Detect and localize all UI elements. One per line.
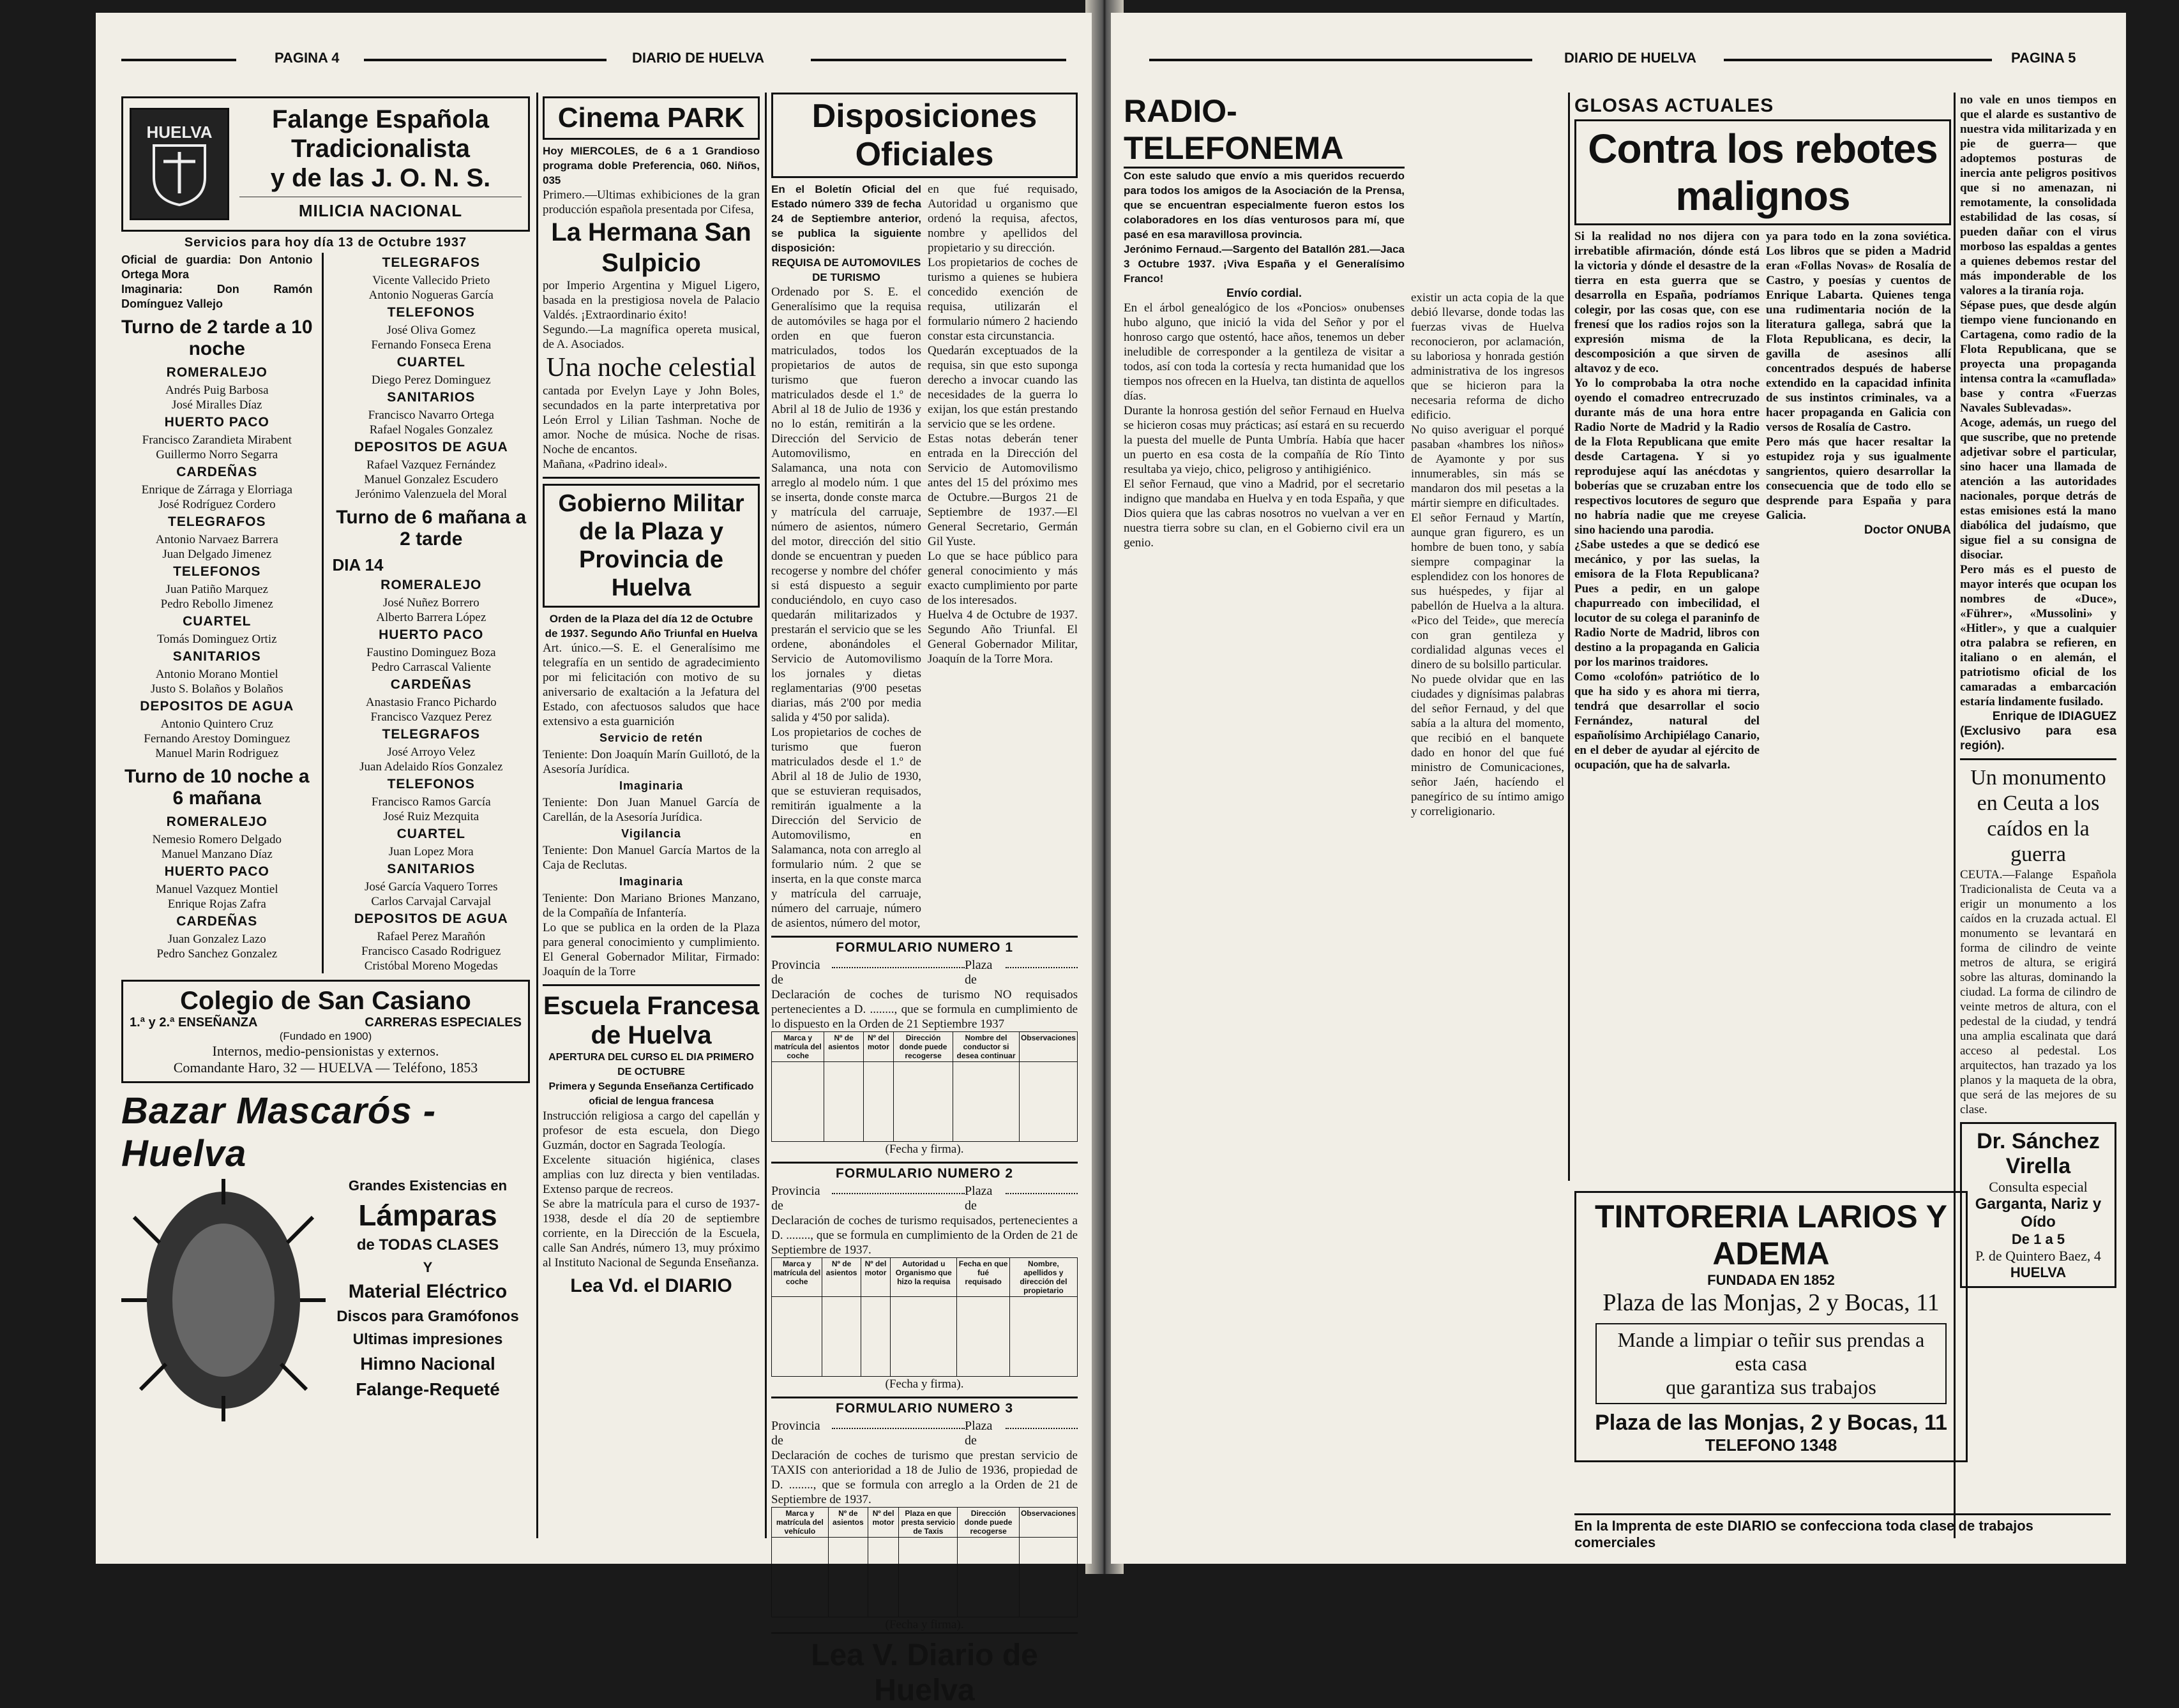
bazar-line: de TODAS CLASES [356, 1236, 499, 1254]
shield-icon [151, 142, 208, 206]
doctor-line-1: Consulta especial [1989, 1179, 2088, 1195]
bazar-line: Discos para Gramófonos [336, 1308, 519, 1325]
escuela-p2: Excelente situación higiénica, clases amplias con luz directa y bien ventiladas. Extenso parque de recreos. [543, 1153, 760, 1196]
formulario-cell [1009, 1297, 1077, 1377]
doctor-name: Dr. Sánchez Virella [1977, 1129, 2100, 1178]
colegio-founded: (Fundado en 1900) [279, 1030, 372, 1042]
unit-member: Antonio Nogueras García [368, 288, 494, 302]
radio-p4: El señor Fernaud y Martín, aunque gran figurero, es un hombre de buen tono, y sabía siempre compaginar la esplendidez con los honores de sus huéspedes, y fijar al pabellón de Huelva a la altura. «Pico del Teide», que merecía con gran gentileza y cordialidad algunas veces el dinero de su bolsillo particular. [1411, 511, 1564, 671]
unit-member: Juan Lopez Mora [388, 845, 474, 858]
formulario-cell [894, 1062, 953, 1142]
formulario-column-header: Dirección donde puede recogerse [894, 1032, 953, 1062]
formulario-column-header: Nº del motor [861, 1258, 890, 1297]
provincia-blank [832, 1419, 965, 1429]
imprenta-footer: En la Imprenta de este DIARIO se confecciona toda clase de trabajos comerciales [1574, 1513, 2111, 1551]
radio-p2: Jerónimo Fernaud.—Sargento del Batallón 281.—Jaca 3 Octubre 1937. ¡Viva España y el Generalísimo Franco! [1124, 243, 1405, 285]
shift-2-day: DIA 14 [332, 555, 384, 574]
lamp-ornament-icon [121, 1179, 326, 1421]
formulario-table [771, 1257, 1078, 1377]
colegio-title: Colegio de San Casiano [180, 987, 471, 1015]
formulario-title: FORMULARIO NUMERO 2 [836, 1166, 1013, 1181]
cinema-p2: por Imperio Argentina y Miguel Ligero, basada en la prestigiosa novela de Palacio Valdés. ¡Extraordinario éxito! [543, 279, 760, 322]
formulario-cell [1019, 1062, 1077, 1142]
escuela-p3: Se abre la matrícula para el curso de 1937-1938, desde el día 20 de septiembre corriente, en la Dirección de la Escuela, calle San Andrés, número 13, muy próximo al Instituto Nacional de Segunda Enseñanza. [543, 1197, 760, 1270]
unit-member: José Miralles Díaz [172, 398, 262, 412]
disp-p4: Los propietarios de coches de turismo a quienes se hubiera concedido exención de requisa, utilizarán el formulario número 2 haciendo constar esta circunstancia. [928, 256, 1078, 343]
glosas-p2: Yo lo comprobaba la otra noche oyendo el comadreo entrecruzado durante más de una hora entre Radio Norte de Madrid y la Radio de la Flota Republicana que emite desde Cartagena. Y si yo reprodujese aquí las anécdotas y boberías que se cruzaban entre los respectivos locutores de seguro que no habría nadie que me creyese sino haciendo una parodia. [1574, 377, 1760, 537]
unit-member: Enrique de Zárraga y Elorriaga [141, 483, 292, 497]
escuela-sub: APERTURA DEL CURSO EL DIA PRIMERO DE OCTUBRE [548, 1052, 754, 1077]
cinema-p5: Mañana, «Padrino ideal». [543, 458, 668, 471]
formulario-table [771, 1031, 1078, 1142]
unit-member: Pedro Rebollo Jimenez [160, 597, 273, 611]
falange-column [121, 93, 530, 1538]
colegio-right: CARRERAS ESPECIALES [365, 1015, 522, 1030]
formulario-cell [822, 1297, 861, 1377]
unit-member: Enrique Rojas Zafra [167, 897, 266, 911]
unit-heading: SANITARIOS [387, 390, 476, 405]
glosas-headline: Contra los rebotes malignos [1574, 119, 1951, 225]
tintoreria-address: Plaza de las Monjas, 2 y Bocas, 11 [1602, 1289, 1940, 1316]
left-page [96, 13, 1092, 1707]
bazar-line: Falange-Requeté [356, 1379, 500, 1399]
formulario-table [771, 1507, 1078, 1617]
formulario-cell [958, 1538, 1020, 1617]
unit-heading: SANITARIOS [387, 862, 476, 876]
disp-p3: en que fué requisado, Autoridad u organismo que ordenó la requisa, afectos, nombre y apellidos del propietario y su dirección. [928, 183, 1078, 255]
page-number: PAGINA 5 [2011, 50, 2076, 66]
unit-member: Nemesio Romero Delgado [152, 833, 282, 846]
formulario-cell [868, 1538, 898, 1617]
formulario-column-header: Marca y matrícula del vehículo [772, 1508, 829, 1538]
unit-member: Diego Perez Dominguez [371, 373, 491, 387]
unit-member: Carlos Carvajal Carvajal [371, 895, 492, 908]
formulario-cell [772, 1062, 824, 1142]
tintoreria-slogan-1: Mande a limpiar o teñir sus prendas a esta casa [1617, 1328, 1925, 1375]
unit-member: José García Vaquero Torres [365, 880, 498, 894]
formulario-column-header: Nombre, apellidos y dirección del propietario [1009, 1258, 1077, 1297]
bazar-line: Material Eléctrico [348, 1281, 508, 1302]
unit-member: Manuel Gonzalez Escudero [364, 473, 499, 486]
unit-member: Cristóbal Moreno Mogedas [364, 959, 498, 973]
doctor-address: P. de Quintero Baez, 4 [1975, 1248, 2101, 1264]
colegio-line: Internos, medio-pensionistas y externos. [212, 1043, 439, 1059]
unit-heading: TELEGRAFOS [382, 255, 481, 270]
unit-heading: CARDEÑAS [176, 914, 258, 929]
unit-member: Pedro Carrascal Valiente [371, 661, 491, 674]
plaza-label: Plaza de [965, 958, 993, 987]
falange-crest [130, 108, 229, 220]
provincia-label: Provincia de [771, 1184, 820, 1213]
doctor-line-2: Garganta, Nariz y Oído [1975, 1195, 2102, 1231]
plaza-blank [1006, 958, 1078, 968]
radio-p1: Con este saludo que envío a mis queridos recuerdo para todos los amigos de la Asociación de la Prensa, que se encuentran especialmente fueron estos los colaboradores en los días venturosos para mí, que pasé en esa maravillosa provincia. [1124, 170, 1405, 241]
radio-p3: En el árbol genealógico de los «Poncios» onubenses hubo alguno, que inició la vida del Señor y por el honroso cargo que ostentó, hace años, tenemos un deber ineludible de corresponder a la gentileza de visitar a todos, así con toda la cortesía y recta humanidad que los tiempos nos ofrecen en la Huelva, tan distinta de aquellos días. [1124, 301, 1405, 403]
right-page-header [1149, 50, 2100, 73]
glosas-p4: Como «colofón» patriótico de lo que ha sido y es ahora mi tierra, tendrá que desarrollar el socio Fernández, natural del españolísimo Archipiélago Canario, en el deber de ayudar al ejército de ocupación, que ha de salvarla. [1574, 670, 1760, 772]
unit-member: Faustino Dominguez Boza [366, 646, 496, 659]
formulario-signature: (Fecha y firma). [885, 1142, 964, 1156]
unit-heading: TELEFONOS [173, 564, 261, 579]
unit-member: José Ruiz Mezquita [383, 810, 479, 823]
radio-p6: Durante la honrosa gestión del señor Fernaud en Huelva se hicieron cosas muy prácticas; así estará en su recuerdo la puesta del muelle de Punta Umbría. Había que hacer un puerto en esa costa de la compañía de Río Tinto resultaba ya viejo, chico, peligroso y antihigiénico. [1124, 404, 1405, 476]
paper-name: DIARIO DE HUELVA [1564, 50, 1696, 66]
tintoreria-phone: TELEFONO 1348 [1705, 1435, 1837, 1455]
unit-member: Juan Delgado Jimenez [162, 548, 272, 561]
disp-footer: Lea V. Diario de Huelva [771, 1632, 1078, 1708]
plaza-blank [1006, 1419, 1078, 1429]
gobierno-section-heading: Imaginaria [619, 875, 684, 888]
monumento-title: Un monumento en Ceuta a los caídos en la guerra [1970, 766, 2106, 866]
escuela-title: Escuela Francesa de Huelva [543, 992, 759, 1049]
glosas-title: GLOSAS ACTUALES [1574, 95, 1774, 116]
cinema-intro: Hoy MIERCOLES, de 6 a 1 Grandioso programa doble Preferencia, 060. Niños, 035 [543, 145, 760, 186]
formulario-column-header: Dirección donde puede recogerse [958, 1508, 1020, 1538]
escuela-p1: Instrucción religiosa a cargo del capellán y profesor de esta escuela, don Diego Guzmán, doctor en Sagrada Teología. [543, 1109, 760, 1152]
gobierno-box [543, 484, 760, 608]
left-page-header [121, 50, 1066, 73]
services-line: Servicios para hoy día 13 de Octubre 1937 [184, 236, 467, 250]
unit-heading: ROMERALEJO [166, 365, 268, 380]
unit-member: Juan Patiño Marquez [165, 583, 268, 596]
disp-intro: En el Boletín Oficial del Estado número 339 de fecha 24 de Septiembre anterior, se publica la siguiente disposición: [771, 183, 921, 254]
formulario-column-header: Marca y matrícula del coche [772, 1032, 824, 1062]
falange-subtitle: MILICIA NACIONAL [298, 201, 463, 220]
disp-p6: Estas notas deberán tener entrada en la Dirección del Servicio de Automovilismo antes del 15 del próximo mes de Octubre.—Burgos 21 de Septiembre de 1937.—El General Secretario, Germán Gil Yuste. [928, 432, 1078, 548]
formulario-cell [1019, 1538, 1077, 1617]
idiaguez-p3: Acoge, además, un ruego del que suscribe, que no pretende adjetivar sobre el particular, sino hacer una llamada de atención a las autoridades nacionales, porque detrás de estas emisiones está la mano diabólica del judaísmo, que sigue fiel a su consigna de disociar. [1960, 416, 2116, 562]
radio-p5: No puede olvidar que en las ciudades y dignísimas palabras del señor Fernaud, y del que sabía a la altura del momento, que recibió en el banquete dado en honor del que fué ministro de Comunicaciones, señor Jaén, hacíendo el panegírico de su íntimo amigo y correligionario. [1411, 673, 1564, 818]
unit-member: José Arroyo Velez [387, 745, 476, 759]
formulario-column-header: Nº del motor [868, 1508, 898, 1538]
radio-p9: El señor Fernaud, que vino a Madrid, por el secretario indigno que mandaba en Huelva y en toda España, y que Dios quiera que las cabras nosotros no vuelvan a ver en nuestra tierra sobre su clan, en el Gobierno civil era un genio. [1124, 477, 1405, 550]
disp-p7: Lo que se hace público para general conocimiento y más exacto cumplimiento por parte de los interesados. [928, 550, 1078, 607]
radio-p8: No quiso averiguar el porqué pasaban «hambres los niños» de Ayamonte y por sus innumerables, sin más se mandaron dos mil pesetas a la mártir siempre en dificultades. [1411, 423, 1564, 510]
paper-name: DIARIO DE HUELVA [632, 50, 764, 66]
unit-heading: DEPOSITOS DE AGUA [354, 911, 508, 926]
gobierno-section-text: Teniente: Don Juan Manuel García de Carellán, de la Asesoría Jurídica. [543, 796, 760, 824]
plaza-blank [1006, 1184, 1078, 1194]
right-page [1111, 13, 2126, 1564]
unit-member: Francisco Casado Rodriguez [361, 945, 501, 958]
escuela-sub2: Primera y Segunda Enseñanza Certificado oficial de lengua francesa [548, 1081, 754, 1107]
unit-member: Francisco Ramos García [371, 795, 491, 809]
glosas-p5: ya para todo en la zona soviética. Los libros que se piden a Madrid eran «Follas Novas» de Rosalía de Castro, y poesías y cuentos de Enrique Labarta. Quienes tenga una rudimentaria noción de la literatura gallega, sabrá que la Flota Republicana, es decir, la gavilla de asesinos allí concentrados después de haberse extendido en la capacidad infinita de sus instintos criminales, va a hacer propaganda en Galicia con versos de Rosalía de Castro. [1766, 230, 1951, 434]
unit-heading: TELEFONOS [387, 777, 475, 791]
gobierno-section-heading: Vigilancia [621, 827, 681, 840]
formulario-cell [953, 1062, 1020, 1142]
formulario-cell [891, 1297, 957, 1377]
bazar-title: Bazar Mascarós - Huelva [121, 1090, 437, 1174]
formulario-cell [828, 1538, 868, 1617]
disp-subtitle: REQUISA DE AUTOMOVILES DE TURISMO [771, 257, 921, 283]
unit-member: Manuel Vazquez Montiel [155, 883, 278, 896]
radio-column-1 [1124, 93, 1405, 1538]
formulario-column-header: Plaza en que presta servicio de Taxis [899, 1508, 958, 1538]
unit-member: Andrés Puig Barbosa [165, 384, 269, 397]
bazar-line: Lámparas [358, 1199, 497, 1232]
unit-member: Francisco Zarandieta Mirabent [142, 433, 292, 447]
unit-heading: HUERTO PACO [164, 864, 269, 879]
formulario-column-header: Observaciones [1019, 1508, 1077, 1538]
page-number: PAGINA 4 [275, 50, 340, 66]
formulario-column-header: Fecha en que fué requisado [957, 1258, 1009, 1297]
falange-title-1: Falange Española [271, 105, 490, 133]
falange-subcol-b [333, 253, 531, 973]
unit-member: Fernando Fonseca Erena [371, 338, 492, 352]
unit-heading: HUERTO PACO [379, 627, 484, 642]
tintoreria-founded: FUNDADA EN 1852 [1707, 1272, 1835, 1288]
gobierno-orden: Orden de la Plaza del día 12 de Octubre de 1937. Segundo Año Triunfal en Huelva [545, 613, 758, 640]
doctor-city: HUELVA [2010, 1264, 2067, 1280]
falange-subcol-a [121, 253, 313, 973]
unit-heading: CUARTEL [396, 355, 465, 370]
formulario-signature: (Fecha y firma). [885, 1618, 964, 1631]
gobierno-section-heading: Servicio de retén [599, 731, 704, 744]
cinema-p1: Primero.—Ultimas exhibiciones de la gran producción española presentada por Cifesa, [543, 188, 760, 216]
forms-block [771, 936, 1078, 1632]
unit-member: Antonio Quintero Cruz [160, 717, 273, 731]
unit-heading: DEPOSITOS DE AGUA [354, 440, 508, 454]
formulario-declaration: Declaración de coches de turismo que prestan servicio de TAXIS con anterioridad a 18 de Julio de 1936, propiedad de D. ........, que se formula con arreglo a la Orden de 21 de Septiembre de 1937. [771, 1449, 1078, 1506]
formulario-title: FORMULARIO NUMERO 1 [836, 940, 1013, 955]
unit-heading: CARDEÑAS [390, 677, 472, 692]
formulario-title: FORMULARIO NUMERO 3 [836, 1401, 1013, 1416]
unit-heading: CARDEÑAS [176, 465, 258, 479]
unit-member: Antonio Narvaez Barrera [155, 533, 278, 546]
idiaguez-p2: Sépase pues, que desde algún tiempo viene funcionando en Cartagena, como radio de la Flota Republicana, que se proyecta una propaganda intensa contra la «camuflada» base y contra «Fuerzas Navales Sublevadas». [1960, 299, 2116, 415]
gobierno-section-text: Teniente: Don Manuel García Martos de la Caja de Reclutas. [543, 844, 760, 872]
glosas-column [1574, 93, 1951, 1181]
shift-1: Turno de 2 tarde a 10 noche [121, 317, 313, 359]
formulario [771, 936, 1078, 1157]
bazar-line: Y [423, 1259, 433, 1275]
glosas-p6: Pero más que hacer resaltar la estupidez roja y sus igualmente sangrientos, quiero desarrollar la consecuencia que de todo ello se desprende para España y para Galicia. [1766, 435, 1951, 522]
film-2-title: Una noche celestial [546, 353, 757, 382]
gobierno-p1: Art. único.—S. E. el Generalísimo me telegrafía en un sentido de agradecimiento por mi felicitación con motivo de su aniversario de exaltación a la Jefatura del Estado, con afectuosos saludos que hace extensivo a esta guarnición [543, 641, 760, 728]
unit-member: Pedro Sanchez Gonzalez [156, 947, 278, 961]
provincia-label: Provincia de [771, 958, 820, 987]
monumento-text: CEUTA.—Falange Española Tradicionalista de Ceuta va a erigir un monumento a los caídos en la cruzada actual. El monumento se levantará en forma de cilindro de veinte metros de altura, se erigirá sobre las alturas, dominando la ciudad. La forma de cilindro de veinte metros de altura, con el pedestal de la ciudad, y tendrá una amplia escalinata que dará acceso al pedestal. Los arquitectos, han trazado ya los planos y la maqueta de la obra, que será de las mejores de su clase. [1960, 868, 2116, 1116]
formulario-declaration: Declaración de coches de turismo NO requisados pertenecientes a D. ........, que se formula en cumplimiento de lo dispuesto en la Orden de 21 Septiembre 1937 [771, 988, 1078, 1031]
unit-heading: CUARTEL [183, 614, 252, 629]
unit-member: Justo S. Bolaños y Bolaños [151, 682, 283, 696]
tintoreria-address-2: Plaza de las Monjas, 2 y Bocas, 11 [1595, 1411, 1947, 1435]
bazar-line: Himno Nacional [360, 1354, 495, 1374]
unit-member: Alberto Barrera López [376, 611, 486, 624]
gobierno-section-text: Teniente: Don Joaquín Marín Guillotó, de la Asesoría Jurídica. [543, 748, 760, 776]
radio-envio: Envío cordial. [1226, 287, 1302, 299]
formulario-column-header: Marca y matrícula del coche [772, 1258, 822, 1297]
unit-member: Guillermo Norro Segarra [156, 448, 278, 461]
formulario-cell [957, 1297, 1009, 1377]
doctor-hours: De 1 a 5 [2011, 1231, 2065, 1247]
cinema-title: Cinema PARK [557, 102, 745, 133]
units-list-b [333, 255, 531, 502]
unit-member: Manuel Marin Rodriguez [155, 747, 279, 760]
unit-heading: TELEGRAFOS [382, 727, 481, 742]
glosas-signature: Doctor ONUBA [1864, 523, 1951, 537]
unit-member: José Nuñez Borrero [382, 596, 479, 610]
cinema-ad [543, 96, 760, 140]
formulario-cell [861, 1297, 890, 1377]
idiaguez-signature: Enrique de IDIAGUEZ [1992, 710, 2116, 723]
unit-heading: DEPOSITOS DE AGUA [140, 699, 294, 714]
unit-member: Jerónimo Valenzuela del Moral [355, 488, 508, 501]
formulario-column-header: Nombre del conductor si desea continuar [953, 1032, 1020, 1062]
formulario-column-header: Nº del motor [863, 1032, 893, 1062]
cinema-column [543, 93, 760, 1538]
disposiciones-title: Disposiciones Oficiales [771, 93, 1078, 178]
bazar-line: Ultimas impresiones [352, 1331, 503, 1348]
unit-heading: SANITARIOS [172, 649, 261, 664]
provincia-blank [832, 1184, 965, 1194]
formulario-column-header: Nº de asientos [824, 1032, 863, 1062]
units-list-a [121, 365, 313, 761]
gobierno-section-heading: Imaginaria [619, 779, 684, 792]
formulario [771, 1397, 1078, 1632]
unit-member: Vicente Vallecido Prieto [372, 274, 490, 287]
unit-member: Rafael Vazquez Fernández [366, 458, 496, 472]
idiaguez-note: (Exclusivo para esa región). [1960, 724, 2116, 753]
provincia-blank [832, 958, 965, 968]
cinema-p3: Segundo.—La magnífica opereta musical, de A. Asociados. [543, 323, 760, 351]
units-list-c [121, 814, 313, 961]
cinema-p4: cantada por Evelyn Laye y John Boles, secundados en la parte interpretativa por León Errol y Lilian Tashman. Noche de amor. Noche de música. Noche de risas. Noche de encantos. [543, 384, 760, 456]
formulario-signature: (Fecha y firma). [885, 1377, 964, 1391]
idiaguez-p4: Pero más es el puesto de mayor interés que ocupan los nombres de «Duce», «Führer», «Mussolini» y «Hitler», y que a cualquier otra palabra se refieren, en italiano o en alemán, el patriotismo oficial de los camaradas a embarcación estaría lindamente fusilado. [1960, 563, 2116, 708]
formulario-cell [899, 1538, 958, 1617]
formulario [771, 1162, 1078, 1391]
provincia-label: Provincia de [771, 1419, 820, 1448]
unit-member: Manuel Manzano Díaz [161, 848, 273, 861]
bazar-lines [326, 1175, 530, 1425]
disp-p1: Ordenado por S. E. el Generalísimo que la requisa de automóviles se haga por el orden en que fueron matriculados, todos los propietarios de autos de turismo que fueron matriculados desde el 1.º de Abril al 18 de Julio de 1936 y no lo están, remitirán a la Dirección del Servicio de Automovilismo, en Salamanca, una nota con arreglo al modelo núm. 1 que se inserta, donde conste marca y matrícula del carruaje, número de asientos, número del motor, dirección del sitio donde se encuentran y pueden recogerse y nombre del chófer si está dispuesto a seguir conduciéndolo, en cuyo caso quedarán militarizados y prestarán el servicio que se les ordene, abonándoles el Servicio de Automovilismo los jornales y dietas reglamentarias (9'00 pesetas diarias, más 2'00 por media salida y 4'50 por salida). [771, 285, 921, 724]
imaginaria: Imaginaria: Don Ramón Domínguez Vallejo [121, 283, 313, 310]
unit-heading: CUARTEL [396, 827, 465, 841]
unit-member: José Oliva Gomez [386, 324, 476, 337]
glosas-p3: ¿Sabe ustedes a que se dedicó ese mecánico, y por las suelas, la emisora de la Flota Republicana? Pues a pedir, en un galope chapurreado con imbecilidad, el locutor de su colega el paraninfo de Radio Norte de Madrid, libros con destino a la propaganda en Galicia por los marinos traidores. [1574, 538, 1760, 669]
idiaguez-p1: no vale en unos tiempos en que el alarde es sustantivo de nuestra vida militarizada y en pie de guerra— que adoptemos posturas de inercia ante peligros positivos que si no amenazan, ni remotamente, la consolidada estabilidad de las cosas, sí pueden dañar con el virus morboso las espaldas a gentes a quienes debemos restar del más imponderable de los valores a la tiranía roja. [1960, 93, 2116, 297]
tintoreria-ad [1574, 1191, 1968, 1462]
disp-p5: Quedarán exceptuados de la requisa, sin que esto suponga derecho a invocar cuando las necesidades de la guerra lo exijan, los que están prestando servicio que se les ordene. [928, 344, 1078, 431]
monumento-column [1960, 93, 2116, 1538]
falange-header-box [121, 96, 530, 232]
formulario-column-header: Nº de asientos [828, 1508, 868, 1538]
units-list-d [333, 578, 531, 973]
formulario-cell [863, 1062, 893, 1142]
unit-member: José Rodríguez Cordero [158, 498, 276, 511]
unit-member: Antonio Morano Montiel [155, 668, 278, 681]
formulario-cell [772, 1297, 822, 1377]
gobierno-p2: Lo que se publica en la orden de la Plaza para general conocimiento y cumplimiento. El General Gobernador Militar, Firmado: Joaquín de la Torre [543, 921, 760, 978]
gobierno-sections [543, 731, 760, 920]
plaza-label: Plaza de [965, 1184, 993, 1213]
tintoreria-slogan-2: que garantiza sus trabajos [1666, 1375, 1876, 1398]
glosas-p1: Si la realidad no nos dijera con irrebatible afirmación, dónde está la victoria y dónde el desastre de la tierra en esta guerra que se desarrolla en España, podríamos colegir, por las cosas que, con ese frenesí que los radios rojos son la expresión misma de la descomposición a que sirven de altavoz y de eco. [1574, 230, 1760, 375]
falange-title-2: Tradicionalista [290, 135, 471, 163]
unit-heading: TELEFONOS [387, 305, 475, 320]
formulario-column-header: Observaciones [1019, 1032, 1077, 1062]
bazar-ad [121, 1090, 530, 1425]
formulario-column-header: Nº de asientos [822, 1258, 861, 1297]
disposiciones-column [771, 93, 1078, 1707]
guard-officer: Oficial de guardia: Don Antonio Ortega Mora [121, 253, 313, 281]
shift-3: Turno de 10 noche a 6 mañana [124, 766, 310, 809]
unit-heading: TELEGRAFOS [168, 514, 266, 529]
formulario-cell [824, 1062, 863, 1142]
formulario-declaration: Declaración de coches de turismo requisados, pertenecientes a D. ........, que se formula en cumplimiento de la Orden de 21 de Septiembre de 1937. [771, 1214, 1078, 1257]
gobierno-section-text: Teniente: Don Mariano Briones Manzano, de la Compañía de Infantería. [543, 892, 760, 920]
bazar-line: Grandes Existencias en [348, 1178, 508, 1194]
doctor-ad [1960, 1122, 2116, 1288]
crest-text: HUELVA [146, 122, 213, 142]
gobierno-title: Gobierno Militar de la Plaza y Provincia de Huelva [558, 490, 744, 601]
falange-title-3: y de las J. O. N. S. [270, 164, 491, 192]
unit-member: Juan Gonzalez Lazo [167, 933, 266, 946]
unit-member: Tomás Dominguez Ortiz [156, 633, 277, 646]
film-1-title: La Hermana San Sulpicio [551, 218, 751, 277]
plaza-label: Plaza de [965, 1419, 993, 1448]
unit-member: Juan Adelaido Ríos Gonzalez [359, 760, 503, 774]
unit-member: Rafael Nogales Gonzalez [369, 423, 493, 437]
unit-member: Francisco Vazquez Perez [370, 710, 492, 724]
unit-member: Rafael Perez Marañón [377, 930, 486, 943]
formulario-cell [772, 1538, 829, 1617]
unit-heading: ROMERALEJO [381, 578, 482, 592]
colegio-left: 1.ª y 2.ª ENSEÑANZA [130, 1015, 258, 1030]
disp-p2: Los propietarios de coches de turismo que fueron matriculados desde el 1.º de Abril al 18 de Julio de 1930, que se estuvieran requisados, remitirán igualmente a la Dirección del Servicio de Automovilismo, en Salamanca, nota con arreglo al formulario núm. 2 que se inserta, en la que conste marca y matrícula del carruaje, número del carruaje, número de asientos, número del motor, [771, 726, 921, 930]
escuela-footer: Lea Vd. el DIARIO [570, 1275, 732, 1296]
colegio-address: Comandante Haro, 32 — HUELVA — Teléfono, 1853 [173, 1060, 478, 1075]
tintoreria-title: TINTORERIA LARIOS Y ADEMA [1595, 1199, 1947, 1271]
unit-member: Fernando Arestoy Dominguez [144, 732, 290, 745]
unit-heading: ROMERALEJO [166, 814, 268, 829]
colegio-ad [121, 980, 530, 1083]
disp-p8: Huelva 4 de Octubre de 1937. Segundo Año Triunfal. El General Gobernador Militar, Joaquín de la Torre Mora. [928, 608, 1078, 666]
shift-2: Turno de 6 mañana a 2 tarde [336, 507, 527, 550]
formulario-column-header: Autoridad u Organismo que hizo la requisa [891, 1258, 957, 1297]
radio-p7: existir un acta copia de la que debió llevarse, donde todas las fuerzas vivas de Huelva reconocieron, por aclamación, su laboriosa y honrada gestión administrativa de los ingresos que se hicieron para la necesaria reforma de dicho edificio. [1411, 291, 1564, 422]
unit-member: Francisco Navarro Ortega [368, 408, 494, 422]
radio-title: RADIO-TELEFONEMA [1124, 93, 1405, 169]
radio-column-2 [1411, 93, 1564, 1538]
unit-member: Anastasio Franco Pichardo [365, 696, 497, 709]
unit-heading: HUERTO PACO [164, 415, 269, 430]
